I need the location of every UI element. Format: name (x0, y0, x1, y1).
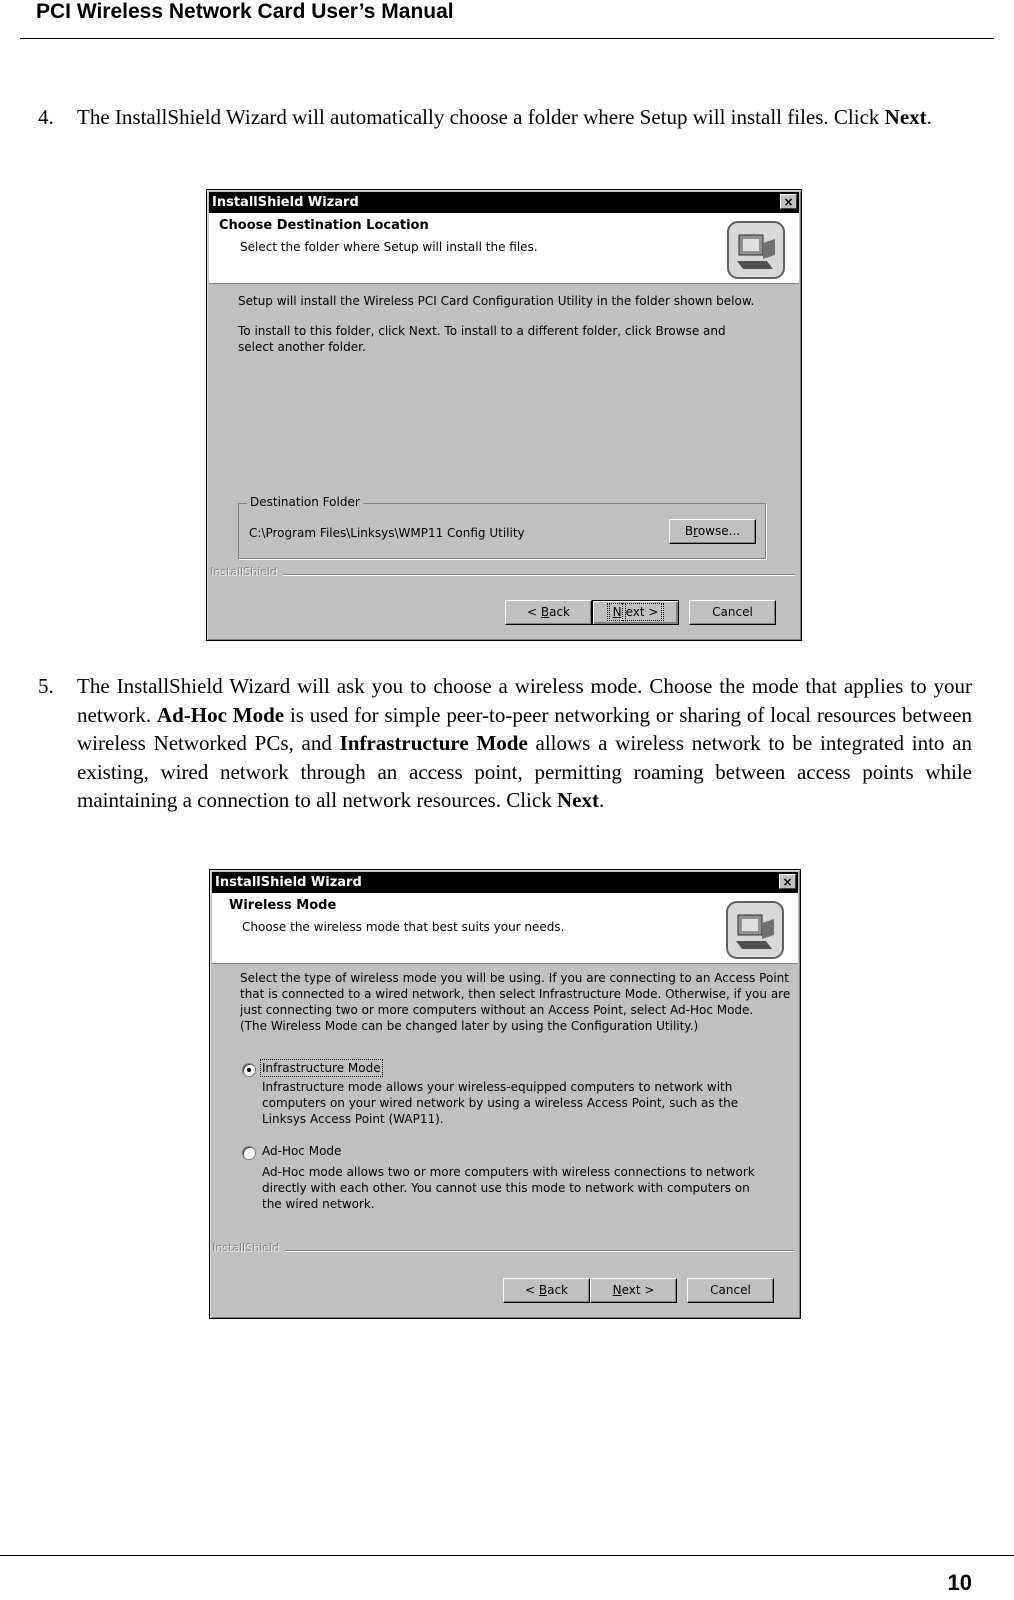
infrastructure-mode-label[interactable] (262, 1061, 381, 1075)
step-bold-next: Next (884, 105, 927, 129)
header-rule (20, 38, 994, 39)
step-text-part: The InstallShield Wizard will ask you to choose a wireless mode. Choose the mode that applies to your network. (77, 674, 972, 727)
brand-divider (283, 574, 795, 576)
cancel-button[interactable]: Cancel (687, 1278, 774, 1303)
info-line-1: Setup will install the Wireless PCI Card Configuration Utility in the folder shown below. (238, 294, 755, 308)
label-part: < (526, 605, 541, 619)
step-5 (38, 672, 972, 815)
next-button[interactable] (590, 1278, 677, 1303)
intro-line-2: that is connected to a wired network, then select Infrastructure Mode. Otherwise, if you are (240, 987, 791, 1001)
installer-computer-icon (726, 901, 784, 959)
adhoc-desc-1: Ad-Hoc mode allows two or more computers with wireless connections to network (262, 1165, 755, 1179)
dialog-subheading: Select the folder where Setup will install the files. (240, 240, 538, 254)
footer-rule (0, 1555, 1014, 1556)
browse-button[interactable] (669, 519, 756, 544)
step-number: 5. (38, 674, 54, 698)
folder-path: C:\Program Files\Linksys\WMP11 Config Utility (249, 526, 525, 540)
adhoc-desc-2: directly with each other. You cannot use this mode to network with computers on (262, 1181, 750, 1195)
page-number: 10 (947, 1570, 972, 1595)
label-part: < (524, 1283, 539, 1297)
label-part: B (538, 1283, 548, 1297)
page-header: PCI Wireless Network Card User’s Manual (36, 0, 454, 23)
dialog-heading: Choose Destination Location (219, 218, 429, 233)
label-part: r (693, 524, 698, 538)
infrastructure-desc-2: computers on your wired network by using a wireless Access Point, such as the (262, 1096, 739, 1110)
step-4 (38, 103, 972, 132)
brand-divider (285, 1250, 794, 1252)
adhoc-mode-radio[interactable] (242, 1146, 256, 1160)
step-bold-adhoc: Ad-Hoc Mode (156, 702, 285, 727)
label-part: N (612, 605, 622, 619)
adhoc-mode-label[interactable]: Ad-Hoc Mode (262, 1144, 342, 1158)
label-part: ack (547, 1283, 568, 1297)
group-label: Destination Folder (247, 495, 363, 509)
close-button[interactable]: × (779, 874, 796, 889)
back-button[interactable] (505, 600, 592, 625)
step-text-part: . (926, 105, 932, 129)
adhoc-desc-3: the wired network. (262, 1197, 375, 1211)
step-number: 4. (38, 105, 54, 129)
infrastructure-mode-radio[interactable] (242, 1063, 256, 1077)
step-text-part: is used for simple peer-to-peer networking or sharing of local resources between wireless Networked PCs, and (77, 702, 972, 755)
label-part: N (612, 1283, 622, 1297)
label-part: B (540, 605, 550, 619)
cancel-button[interactable]: Cancel (689, 600, 776, 625)
step-text-part: The InstallShield Wizard will automatically choose a folder where Setup will install files. Click (77, 105, 885, 129)
intro-line-4: (The Wireless Mode can be changed later by using the Configuration Utility.) (240, 1019, 699, 1033)
dialog-header (209, 213, 799, 284)
step-bold-next: Next (556, 788, 599, 812)
intro-line-1: Select the type of wireless mode you will be using. If you are connecting to an Access Point (240, 971, 789, 985)
label-part: ext > (621, 1283, 655, 1297)
back-button[interactable] (503, 1278, 590, 1303)
step-text (77, 103, 972, 132)
installshield-dialog-destination (206, 189, 802, 641)
step-text-part: . (598, 788, 605, 812)
window-title: InstallShield Wizard (212, 195, 359, 210)
label-part: ext > (625, 605, 659, 619)
installshield-dialog-wireless-mode (209, 869, 801, 1319)
title-bar (212, 872, 798, 893)
installshield-brand: InstallShield (213, 1242, 280, 1255)
close-button[interactable]: × (780, 194, 797, 209)
info-line-2: To install to this folder, click Next. To install to a different folder, click Browse and select another folder. (238, 324, 726, 354)
dialog-heading: Wireless Mode (229, 898, 337, 913)
infrastructure-desc-1: Infrastructure mode allows your wireless-equipped computers to network with (262, 1080, 733, 1094)
dialog-header (212, 893, 798, 964)
intro-line-3: just connecting two or more computers without an Access Point, select Ad-Hoc Mode. (240, 1003, 754, 1017)
label-part: owse... (697, 524, 741, 538)
step-text (77, 672, 972, 815)
destination-folder-group (238, 495, 766, 559)
step-bold-infrastructure: Infrastructure Mode (339, 731, 528, 755)
installshield-brand: InstallShield (211, 566, 278, 579)
next-button[interactable] (592, 600, 679, 625)
label-part: Infrastructure Mode (262, 1061, 381, 1075)
title-bar (209, 192, 799, 213)
installer-computer-icon (727, 221, 785, 279)
dialog-subheading: Choose the wireless mode that best suits your needs. (242, 920, 565, 934)
label-part: B (684, 524, 694, 538)
step-text-part: allows a wireless network to be integrated into an existing, wired network through an access point, permitting roaming between access points while maintaining a connection to all network resources. Click (77, 731, 972, 812)
label-part: ack (549, 605, 570, 619)
window-title: InstallShield Wizard (215, 875, 362, 890)
infrastructure-desc-3: Linksys Access Point (WAP11). (262, 1112, 444, 1126)
